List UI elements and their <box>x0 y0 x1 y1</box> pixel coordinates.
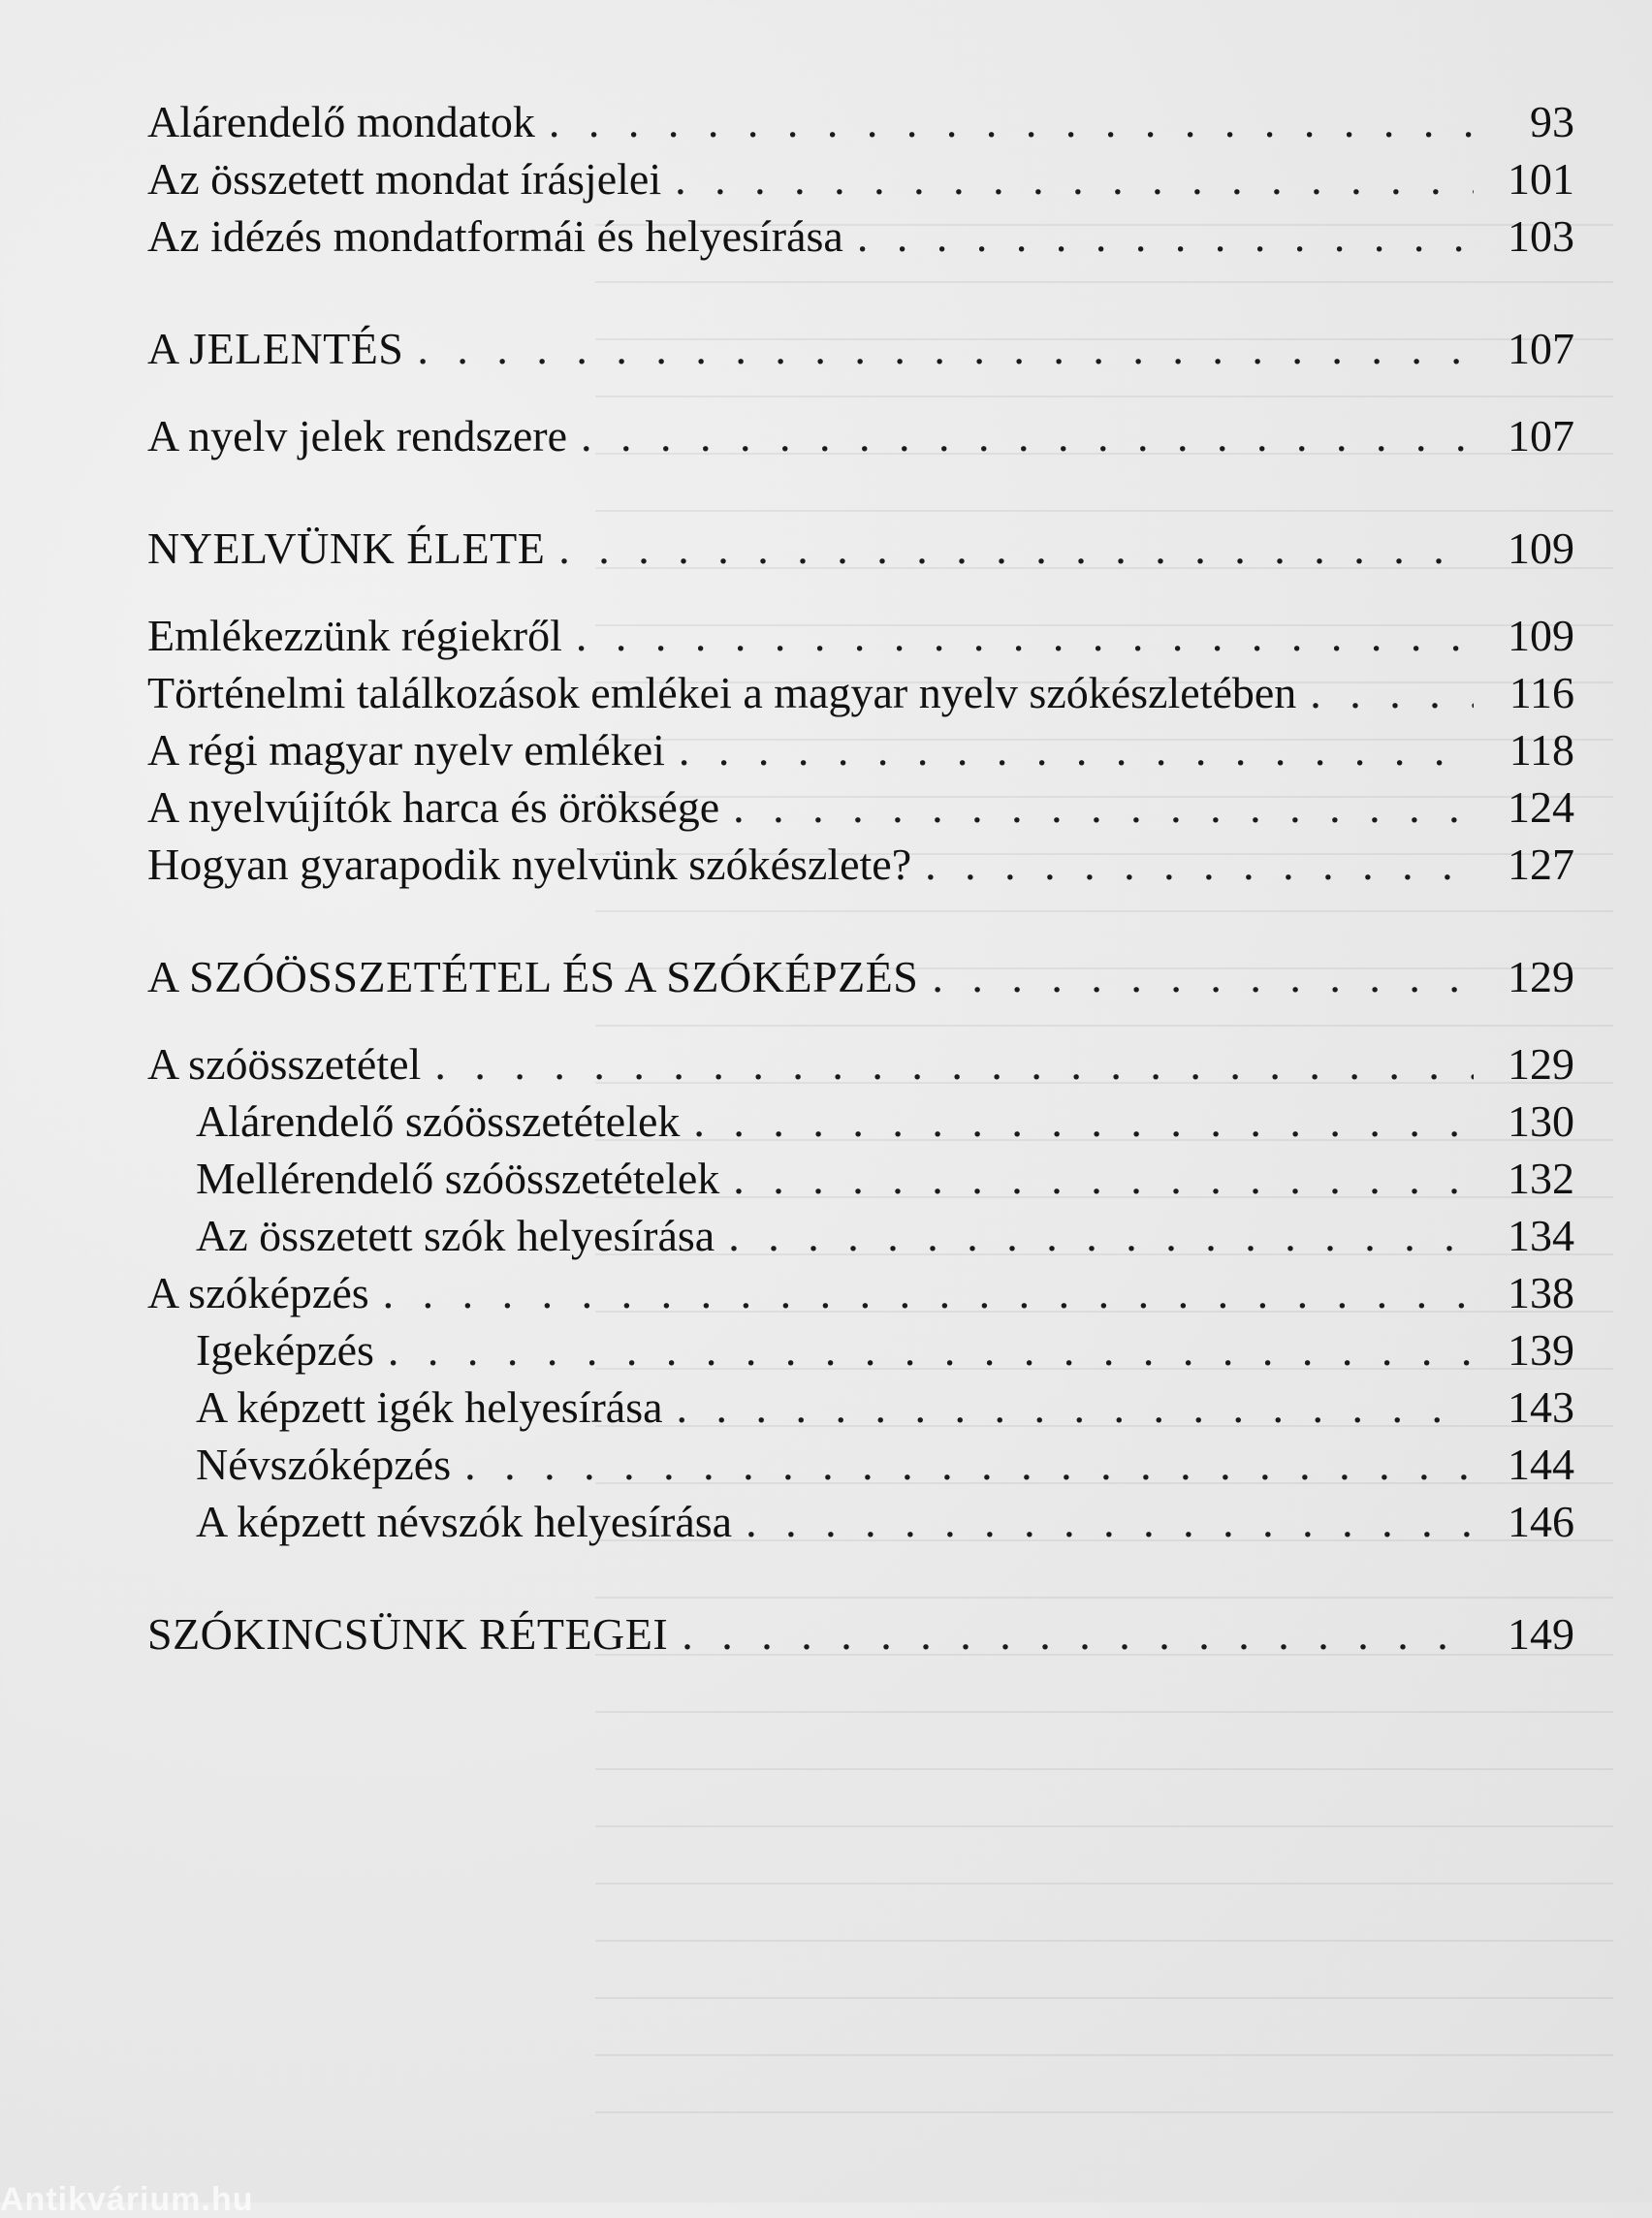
toc-leader-dots <box>1310 664 1474 721</box>
toc-page-number: 143 <box>1508 1382 1574 1432</box>
toc-page-number: 138 <box>1508 1268 1574 1317</box>
toc-title: Az összetett szók helyesírása <box>196 1211 715 1260</box>
toc-page-number: 107 <box>1508 411 1574 460</box>
toc-entry-row <box>147 1493 1574 1550</box>
toc-section-row <box>147 1605 1574 1663</box>
toc-leader-dots <box>581 407 1474 464</box>
toc-entry-row <box>147 150 1574 207</box>
toc-page-number: 127 <box>1508 840 1574 889</box>
toc-title: A nyelv jelek rendszere <box>147 411 567 460</box>
toc-title: Mellérendelő szóösszetételek <box>196 1154 720 1203</box>
toc-leader-dots <box>693 1093 1474 1150</box>
toc-leader-dots <box>549 93 1474 150</box>
toc-leader-dots <box>925 836 1474 893</box>
toc-title: Történelmi találkozások emlékei a magyar nyelv szókészletében <box>147 668 1297 717</box>
toc-entry-row <box>147 607 1574 664</box>
toc-entry-row <box>147 721 1574 778</box>
toc-leader-dots <box>464 1436 1474 1493</box>
toc-section-row <box>147 520 1574 577</box>
toc-title: A nyelvújítók harca és öröksége <box>147 782 720 832</box>
toc-title: A JELENTÉS <box>147 324 404 373</box>
toc-page-number: 130 <box>1508 1096 1574 1146</box>
toc-page-number: 149 <box>1508 1609 1574 1659</box>
toc-leader-dots <box>675 150 1474 207</box>
toc-page-number: 132 <box>1508 1154 1574 1203</box>
toc-title: A SZÓÖSSZETÉTEL ÉS A SZÓKÉPZÉS <box>147 952 919 1001</box>
toc-title: Alárendelő mondatok <box>147 97 535 146</box>
toc-entry-row <box>147 778 1574 836</box>
toc-leader-dots <box>728 1207 1474 1264</box>
toc-entry-row <box>147 407 1574 464</box>
toc-entry-row <box>147 1150 1574 1207</box>
toc-entry-row <box>147 1321 1574 1378</box>
toc-title: Igeképzés <box>196 1325 374 1375</box>
toc-leader-dots <box>576 607 1474 664</box>
toc-entry-row <box>147 1436 1574 1493</box>
toc-page-number: 107 <box>1508 324 1574 373</box>
toc-title: Hogyan gyarapodik nyelvünk szókészlete? <box>147 840 912 889</box>
toc-page-number: 101 <box>1508 154 1574 204</box>
toc-title: A szóképzés <box>147 1268 369 1317</box>
toc-leader-dots <box>733 1150 1474 1207</box>
toc-page-number: 144 <box>1508 1440 1574 1489</box>
toc-entry-row <box>147 1378 1574 1436</box>
toc-leader-dots <box>383 1264 1474 1321</box>
toc-title: Emlékezzünk régiekről <box>147 611 562 660</box>
toc-page-number: 93 <box>1530 97 1574 146</box>
toc-page-number: 109 <box>1508 611 1574 660</box>
toc-page-number: 146 <box>1508 1497 1574 1546</box>
toc-entry-row <box>147 1093 1574 1150</box>
toc-title: A szóösszetétel <box>147 1039 422 1089</box>
toc-title: A régi magyar nyelv emlékei <box>147 725 665 775</box>
toc-title: Alárendelő szóösszetételek <box>196 1096 681 1146</box>
toc-leader-dots <box>679 721 1474 778</box>
table-of-contents <box>147 93 1574 1663</box>
toc-entry-row <box>147 836 1574 893</box>
toc-entry-row <box>147 1035 1574 1093</box>
toc-leader-dots <box>417 320 1474 377</box>
toc-title: Az összetett mondat írásjelei <box>147 154 662 204</box>
toc-page-number: 109 <box>1508 523 1574 573</box>
toc-title: A képzett névszók helyesírása <box>196 1497 733 1546</box>
toc-entry-row <box>147 1207 1574 1264</box>
toc-page-number: 103 <box>1508 211 1574 261</box>
toc-title: NYELVÜNK ÉLETE <box>147 523 546 573</box>
toc-page-number: 139 <box>1508 1325 1574 1375</box>
toc-leader-dots <box>558 520 1474 577</box>
toc-leader-dots <box>388 1321 1474 1378</box>
toc-section-row <box>147 320 1574 377</box>
toc-leader-dots <box>932 948 1474 1005</box>
toc-entry-row <box>147 1264 1574 1321</box>
toc-title: SZÓKINCSÜNK RÉTEGEI <box>147 1609 669 1659</box>
toc-leader-dots <box>677 1378 1474 1436</box>
toc-entry-row <box>147 93 1574 150</box>
toc-page-number: 124 <box>1508 782 1574 832</box>
toc-page-number: 129 <box>1508 1039 1574 1089</box>
toc-leader-dots <box>434 1035 1474 1093</box>
toc-page-number: 129 <box>1508 952 1574 1001</box>
toc-page-number: 134 <box>1508 1211 1574 1260</box>
toc-leader-dots <box>733 778 1474 836</box>
toc-page-number: 116 <box>1509 668 1574 717</box>
toc-title: Névszóképzés <box>196 1440 452 1489</box>
toc-leader-dots <box>746 1493 1474 1550</box>
toc-leader-dots <box>857 207 1474 265</box>
toc-leader-dots <box>682 1605 1474 1663</box>
toc-page-number: 118 <box>1509 725 1574 775</box>
toc-entry-row <box>147 664 1574 721</box>
toc-title: Az idézés mondatformái és helyesírása <box>147 211 843 261</box>
toc-entry-row <box>147 207 1574 265</box>
toc-title: A képzett igék helyesírása <box>196 1382 663 1432</box>
watermark: Antikvárium.hu <box>0 2181 254 2218</box>
toc-section-row <box>147 948 1574 1005</box>
